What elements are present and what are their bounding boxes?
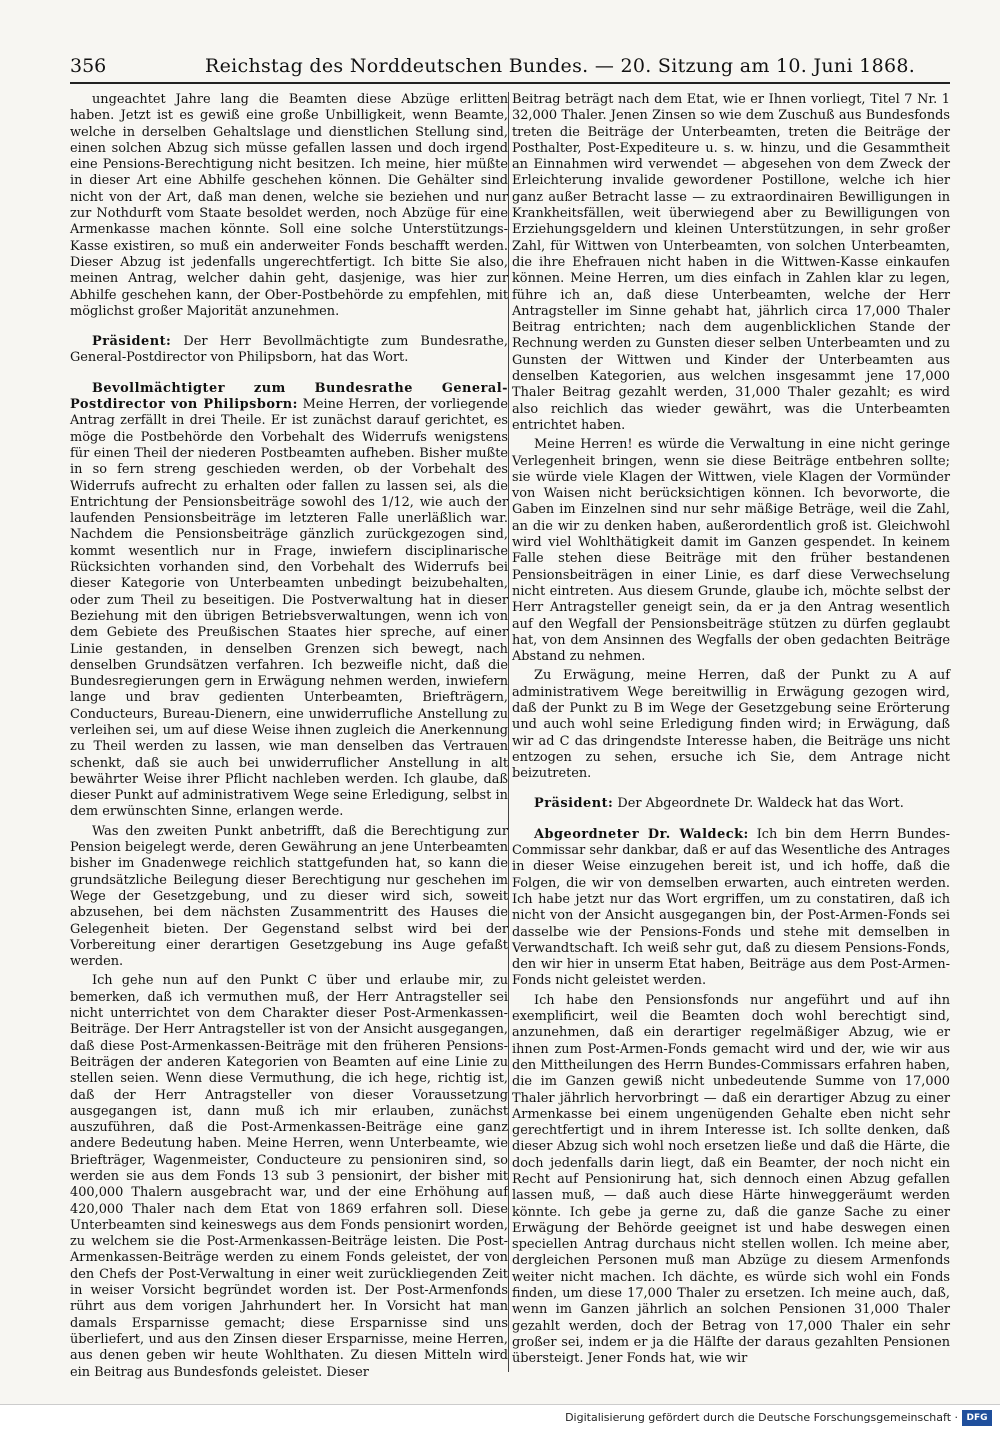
paragraph xyxy=(70,334,508,367)
speaker-name: Bevollmächtigter zum Bundesrathe General-Postdirector von Philipsborn: xyxy=(70,380,508,413)
right-column xyxy=(512,92,950,1372)
paragraph-text: Beitrag beträgt nach dem Etat, wie er Ihnen vorliegt, Titel 7 Nr. 1 32,000 Thaler. Jenen Zinsen so wie dem Zuschuß aus Bundesfonds treten die Beiträge der Unterbeamten, treten die Beiträge der Posthalter, Post-Expediteure u. s. w. hinzu, und die Gesammtheit an Einnahmen wird verwendet — abgesehen von dem Zweck der Erleichterung invalide gewordener Postillone, welche ich hier ganz außer Betracht lasse — zu extraordinairen Bewilligungen in Krankheitsfällen, weit überwiegend aber zu Bewilligungen von Erziehungsgeldern und kleinen Unterstützungen, in sehr großer Zahl, für Wittwen von Unterbeamten, von solchen Unterbeamten, die ihre Ehefrauen nicht haben in die Wittwen-Kasse einkaufen können. Meine Herren, um dies einfach in Zahlen klar zu legen, führe ich an, daß diese Unterbeamten, welche der Herr Antragsteller im Sinne gehabt hat, jährlich circa 17,000 Thaler Beitrag entrichten; nach dem augenblicklichen Stande der Rechnung werden zu Gunsten dieser selben Unterbeamten und zu Gunsten der Wittwen und Kinder der Unterbeamten aus denselben Kategorien, aus welchen insgesammt jene 17,000 Thaler Beitrag gezahlt werden, 31,000 Thaler gezahlt; es wird also reichlich das wieder gewährt, was die Unterbeamten entrichtet haben. xyxy=(512,92,950,433)
dfg-logo: DFG xyxy=(962,1410,992,1426)
footer-credit: Digitalisierung gefördert durch die Deutsche Forschungsgemeinschaft · xyxy=(565,1411,958,1424)
header-title: Reichstag des Norddeutschen Bundes. — 20. Sitzung am 10. Juni 1868. xyxy=(205,55,916,77)
paragraph-text: Ich bin dem Herrn Bundes-Commissar sehr dankbar, daß er auf das Wesentliche des Antrages in dieser Weise einzugehen bereit ist, und ich hoffe, daß die Folgen, die wir von demselben erwarten, auch eintreten werden. Ich habe jetzt nur das Wort ergriffen, um zu constatiren, daß ich nicht von der Ansicht ausgegangen bin, der Post-Armen-Fonds sei dasselbe wie der Pensions-Fonds und stehe mit demselben in Verwandtschaft. Ich weiß sehr gut, daß zu diesem Pensions-Fonds, den wir hier in unserm Etat haben, Beiträge aus dem Post-Armen-Fonds nicht geleistet werden. xyxy=(512,826,950,989)
speaker-name: Präsident: xyxy=(92,334,172,350)
paragraph xyxy=(512,993,950,1368)
paragraph-text: Ich habe den Pensionsfonds nur angeführt und auf ihn exemplificirt, weil die Beamten doch wohl berechtigt sind, anzunehmen, daß ein derartiger regelmäßiger Abzug, wie er ihnen zum Post-Armen-Fonds gemacht wird und der, wie wir aus den Mittheilungen des Herrn Bundes-Commissars erfahren haben, die im Ganzen gewiß nicht unbedeutende Summe von 17,000 Thaler jährlich hervorbringt — daß ein derartiger Abzug zu einer Armenkasse bei einem ungenügenden Gehalte eben nicht sehr gerechtfertigt und in ihrem Interesse ist. Ich sollte denken, daß dieser Abzug sich wohl noch ersetzen ließe und daß die Härte, die doch jedenfalls darin liegt, daß ein Beamter, der noch nicht ein Recht auf Pensionirung hat, sich dennoch einen Abzug gefallen lassen muß, — daß auch diese Härte hinweggeräumt werden könnte. Ich gebe ja gerne zu, daß die ganze Sache zu einer Erwägung der Behörde geeignet ist und habe deswegen einen speciellen Antrag durchaus nicht stellen wollen. Ich meine aber, dergleichen Personen muß man Abzüge zu diesem Armenfonds weiter nicht machen. Ich dächte, es würde sich wohl ein Fonds finden, um diese 17,000 Thaler zu ersetzen. Ich meine auch, daß, wenn im Ganzen jährlich an solchen Pensionen 31,000 Thaler gezahlt werden, doch der Betrag von 17,000 Thaler ein sehr großer sei, indem er ja die Hälfte der daraus gezahlten Pensionen übersteigt. Jener Fonds hat, wie wir xyxy=(512,992,950,1367)
paragraph xyxy=(512,827,950,990)
paragraph-text: Zu Erwägung, meine Herren, daß der Punkt zu A auf administrativem Wege bereitwillig in Erwägung gezogen wird, daß der Punkt zu B im Wege der Gesetzgebung seine Erörterung und auch wohl seine Erledigung finden wird; in Erwägung, daß wir ad C das dringendste Interesse haben, die Beiträge uns nicht entzogen zu sehen, ersuche ich Sie, dem Antrage nicht beizutreten. xyxy=(512,668,950,782)
column-divider xyxy=(508,92,509,1372)
speaker-name: Abgeordneter Dr. Waldeck: xyxy=(534,826,749,842)
paragraph xyxy=(512,92,950,434)
paragraph-text: ungeachtet Jahre lang die Beamten diese Abzüge erlitten haben. Jetzt ist es gewiß eine große Unbilligkeit, wenn Beamte, welche in derselben Gehaltslage und dienstlichen Stellung sind, einen solchen Abzug sich müsse gefallen lassen und doch irgend eine Pensions-Berechtigung nicht besitzen. Ich meine, hier müßte in dieser Art eine Abhilfe geschehen können. Die Gehälter sind nicht von der Art, daß man denen, welche sie beziehen und nur zur Nothdurft vom Staate besoldet werden, noch Abzüge für eine Armenkasse machen könnte. Soll eine solche Unterstützungs-Kasse existiren, so muß ein anderweiter Fonds beschafft werden. Dieser Abzug ist jedenfalls ungerechtfertigt. Ich bitte Sie also, meinen Antrag, welcher dahin geht, dasjenige, was hier zur Abhilfe geschehen kann, der Ober-Postbehörde zu empfehlen, mit möglichst großer Majorität anzunehmen. xyxy=(70,92,508,319)
paragraph-text: Meine Herren! es würde die Verwaltung in eine nicht geringe Verlegenheit bringen, wenn sie diese Beiträge entbehren sollte; sie würde viele Klagen der Wittwen, viele Klagen der Vormünder von Waisen nicht berücksichtigen können. Ich bevorworte, die Gaben im Einzelnen sind nur sehr mäßige Beträge, weil die Zahl, an die wir zu denken haben, außerordentlich groß ist. Gleichwohl wird viel Wohlthätigkeit damit im Ganzen gespendet. In keinem Falle stehen diese Beiträge mit den früher bestandenen Pensionsbeiträgen in einer Linie, es darf diese Verwechselung nicht eintreten. Aus diesem Grunde, glaube ich, möchte selbst der Herr Antragsteller geneigt sein, da er ja den Antrag wesentlich auf den Wegfall der Pensionsbeiträge stützen zu dürfen geglaubt hat, von dem Ansinnen des Wegfalls der oben gedachten Beiträge Abstand zu nehmen. xyxy=(512,437,950,665)
paragraph xyxy=(512,796,950,812)
paragraph-text: Meine Herren, der vorliegende Antrag zerfällt in drei Theile. Er ist zunächst darauf gerichtet, es möge die Postbehörde den Vorbehalt des Widerrufs wenigstens für einen Theil der niederen Postbeamten aufheben. Bisher mußte in so fern streng geschieden werden, ob der Vorbehalt des Widerrufs aufrecht zu erhalten oder fallen zu lassen sei, als die Entrichtung der Pensionsbeiträge sowohl des 1/12, wie auch der laufenden Pensionsbeiträge im letzteren Falle unerläßlich war. Nachdem die Pensionsbeiträge gänzlich zurückgezogen sind, kommt wesentlich nur in Frage, inwiefern disciplinarische Rücksichten vorhanden sind, den Vorbehalt des Widerrufs bei dieser Kategorie von Unterbeamten unbedingt beizubehalten, oder zum Theil zu beseitigen. Die Postverwaltung hat in dieser Beziehung mit den übrigen Betriebsverwaltungen, wenn ich von dem Gebiete des Preußischen Staates hier spreche, auf einer Linie gestanden, in denselben Grenzen sich bewegt, nach denselben Grundsätzen verfahren. Ich bezweifle nicht, daß die Bundesregierungen gern in Erwägung nehmen werden, inwiefern lange und brav gedienten Unterbeamten, Briefträgern, Conducteurs, Bureau-Dienern, eine unwiderrufliche Anstellung zu verleihen sei, um auf diese Weise ihnen zugleich die Anerkennung zu Theil werden zu lassen, wie man denselben das Vertrauen schenkt, daß sie auch bei unwiderruflicher Anstellung in alt bewährter Weise ihrer Pflicht nachleben werden. Ich glaube, daß dieser Punkt auf administrativem Wege seine Erledigung, selbst in dem erwünschten Sinne, erlangen werde. xyxy=(70,397,508,820)
paragraph xyxy=(512,668,950,782)
paragraph xyxy=(70,92,508,320)
footer xyxy=(0,1404,1000,1433)
paragraph xyxy=(512,437,950,665)
speaker-name: Präsident: xyxy=(534,796,614,812)
left-column xyxy=(70,92,508,1380)
paragraph xyxy=(70,824,508,971)
page-number: 356 xyxy=(70,55,107,77)
page-header xyxy=(70,52,950,84)
paragraph-text: Der Abgeordnete Dr. Waldeck hat das Wort. xyxy=(617,796,904,812)
paragraph xyxy=(70,973,508,1380)
paragraph-text: Der Herr Bevollmächtigte zum Bundesrathe, General-Postdirector von Philipsborn, hat das Wort. xyxy=(70,334,508,366)
paragraph-text: Ich gehe nun auf den Punkt C über und erlaube mir, zu bemerken, daß ich vermuthen muß, der Herr Antragsteller sei nicht unterrichtet von dem Charakter dieser Post-Armenkassen-Beiträge. Der Herr Antragsteller ist von der Ansicht ausgegangen, daß diese Post-Armenkassen-Beiträge mit den früheren Pensions-Beiträgen der anderen Kategorien von Beamten auf eine Linie zu stellen seien. Wenn diese Vermuthung, die ich hege, richtig ist, daß der Herr Antragsteller von dieser Voraussetzung ausgegangen ist, dann muß ich mir erlauben, zunächst auszuführen, daß die Post-Armenkassen-Beiträge eine ganz andere Bedeutung haben. Meine Herren, wenn Unterbeamte, wie Briefträger, Wagenmeister, Conducteure zu pensioniren sind, so werden sie aus dem Fonds 13 sub 3 pensionirt, der bisher mit 400,000 Thalern ausgebracht war, und der eine Erhöhung auf 420,000 Thaler nach dem Etat von 1869 erfahren soll. Diese Unterbeamten sind keineswegs aus dem Fonds pensionirt worden, zu welchem sie die Post-Armenkassen-Beiträge leisten. Die Post-Armenkassen-Beiträge werden zu einem Fonds geleistet, der von den Chefs der Post-Verwaltung in einer weit zurückliegenden Zeit in weiser Vorsicht begründet worden ist. Der Post-Armenfonds rührt aus dem vorigen Jahrhundert her. In Vorsicht hat man damals Ersparnisse gemacht; diese Ersparnisse sind uns überliefert, und aus den Zinsen dieser Ersparnisse, meine Herren, aus denen geben wir heute Wohlthaten. Zu diesen Mitteln wird ein Beitrag aus Bundesfonds geleistet. Dieser xyxy=(70,973,508,1380)
paragraph xyxy=(70,381,508,821)
paragraph-text: Was den zweiten Punkt anbetrifft, daß die Berechtigung zur Pension beigelegt werde, deren Gewährung an jene Unterbeamten bisher im Gnadenwege reichlich stattgefunden hat, so kann die grundsätzliche Beilegung dieser Berechtigung nur geschehen im Wege der Gesetzgebung, und zu dieser wird sich, soweit abzusehen, bei dem nächsten Zusammentritt des Hauses die Gelegenheit bieten. Der Gegenstand selbst wird bei der Vorbereitung einer derartigen Gesetzgebung ins Auge gefaßt werden. xyxy=(70,823,508,970)
